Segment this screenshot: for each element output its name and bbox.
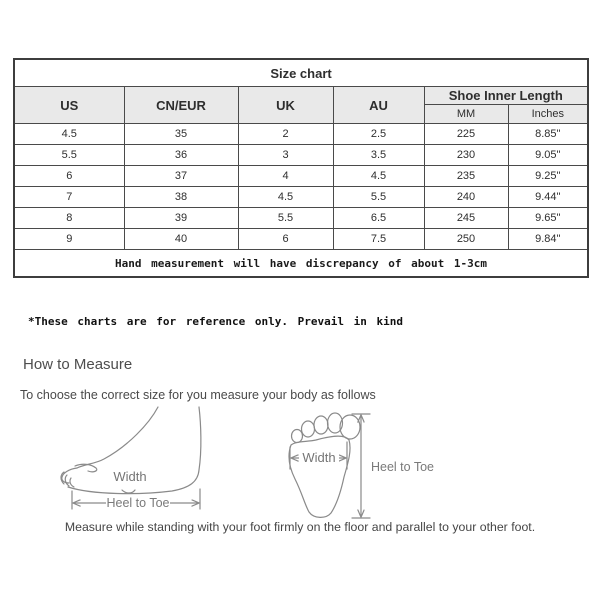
cell-uk: 3 — [238, 145, 333, 166]
size-chart-table — [13, 58, 589, 278]
cell-inches: 9.65" — [508, 208, 588, 229]
cell-inches: 9.25" — [508, 166, 588, 187]
cell-cneur: 37 — [124, 166, 238, 187]
column-header-mm: MM — [424, 105, 508, 124]
table-header-row — [14, 87, 588, 105]
cell-uk: 5.5 — [238, 208, 333, 229]
table-title: Size chart — [14, 59, 588, 87]
table-row — [14, 124, 588, 145]
foot-side-view-sketch — [61, 407, 201, 509]
table-footer-row — [14, 250, 588, 278]
cell-us: 6 — [14, 166, 124, 187]
cell-cneur: 40 — [124, 229, 238, 250]
cell-uk: 4 — [238, 166, 333, 187]
cell-mm: 230 — [424, 145, 508, 166]
table-row — [14, 187, 588, 208]
how-to-measure-intro: To choose the correct size for you measure your body as follows — [20, 388, 376, 402]
table-row — [14, 208, 588, 229]
cell-au: 4.5 — [333, 166, 424, 187]
cell-cneur: 38 — [124, 187, 238, 208]
cell-uk: 2 — [238, 124, 333, 145]
table-row — [14, 166, 588, 187]
measurement-diagrams — [58, 406, 478, 522]
foot-top-view-sketch — [289, 413, 370, 518]
how-to-measure-heading: How to Measure — [23, 356, 133, 373]
top-view-width-label: Width — [302, 450, 336, 465]
column-header-inches: Inches — [508, 105, 588, 124]
cell-au: 6.5 — [333, 208, 424, 229]
cell-us: 5.5 — [14, 145, 124, 166]
cell-au: 7.5 — [333, 229, 424, 250]
cell-inches: 8.85" — [508, 124, 588, 145]
cell-us: 9 — [14, 229, 124, 250]
top-view-length-label: Heel to Toe — [371, 460, 435, 474]
cell-mm: 225 — [424, 124, 508, 145]
column-header-cneur: CN/EUR — [124, 87, 238, 124]
cell-inches: 9.84" — [508, 229, 588, 250]
cell-au: 3.5 — [333, 145, 424, 166]
table-row — [14, 145, 588, 166]
column-header-us: US — [14, 87, 124, 124]
cell-au: 2.5 — [333, 124, 424, 145]
cell-cneur: 35 — [124, 124, 238, 145]
column-group-header-inner-length: Shoe Inner Length — [424, 87, 588, 105]
side-view-length-label: Heel to Toe — [106, 496, 170, 510]
column-header-au: AU — [333, 87, 424, 124]
cell-mm: 250 — [424, 229, 508, 250]
cell-us: 4.5 — [14, 124, 124, 145]
reference-note: *These charts are for reference only. Prevail in kind — [28, 315, 403, 328]
cell-mm: 235 — [424, 166, 508, 187]
cell-inches: 9.05" — [508, 145, 588, 166]
cell-us: 8 — [14, 208, 124, 229]
table-footer-note: Hand measurement will have discrepancy of about 1-3cm — [14, 250, 588, 278]
cell-cneur: 36 — [124, 145, 238, 166]
measure-caption: Measure while standing with your foot firmly on the floor and parallel to your other foot. — [64, 520, 536, 534]
cell-mm: 240 — [424, 187, 508, 208]
cell-mm: 245 — [424, 208, 508, 229]
cell-cneur: 39 — [124, 208, 238, 229]
cell-us: 7 — [14, 187, 124, 208]
cell-au: 5.5 — [333, 187, 424, 208]
column-header-uk: UK — [238, 87, 333, 124]
side-view-width-label: Width — [113, 469, 147, 484]
table-row — [14, 229, 588, 250]
cell-uk: 6 — [238, 229, 333, 250]
cell-uk: 4.5 — [238, 187, 333, 208]
cell-inches: 9.44" — [508, 187, 588, 208]
table-title-row — [14, 59, 588, 87]
